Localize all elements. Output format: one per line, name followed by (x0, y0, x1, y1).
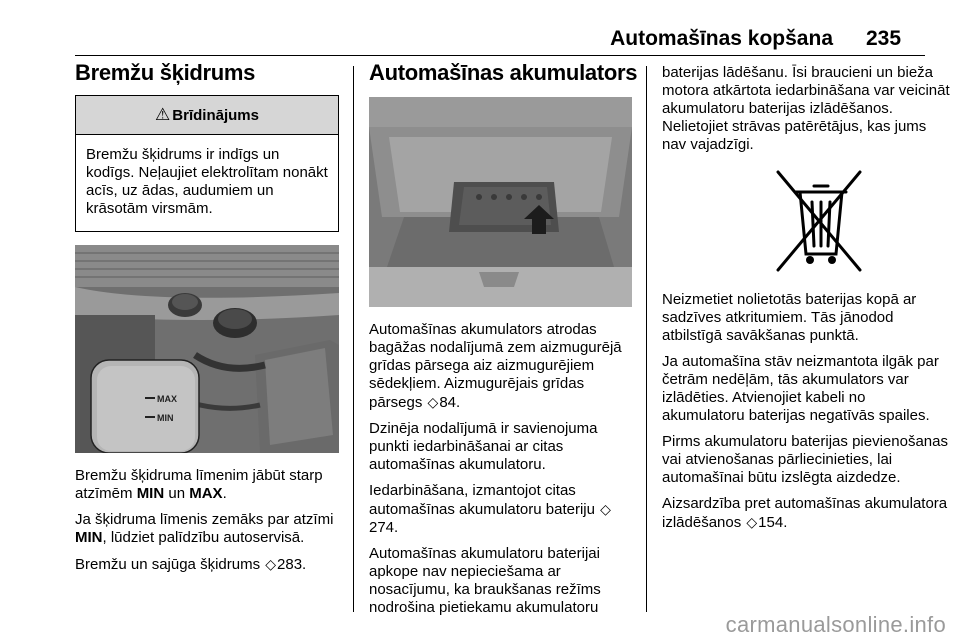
battery-title: Automašīnas akumulators (369, 60, 638, 85)
battery-paragraph-4a: Automašīnas akumulatoru baterijai apkope nav nepieciešama ar nosacījumu, ka braukšanas režīms nodrošina pietiekamu akumulatoru (369, 545, 601, 616)
warning-triangle-icon: ⚠ (155, 105, 171, 124)
page-number: 235 (866, 27, 902, 50)
warning-label: Brīdinājums (172, 106, 259, 124)
reference-link[interactable]: 283. (277, 556, 307, 573)
reference-arrow-icon: ◇ (600, 501, 611, 517)
column-divider (646, 66, 647, 612)
brake-paragraph-2: Ja šķidruma līmenis zemāks par atzīmi MIN, lūdziet palīdzību autoservisā. (75, 511, 334, 546)
recycle-symbol (768, 162, 868, 277)
brake-fluid-reservoir-photo (75, 245, 339, 453)
battery-location-photo (369, 97, 632, 307)
battery-paragraph-1: Automašīnas akumulators atrodas bagāžas nodalījumā zem aizmugurējā grīdas pārsega aiz aizmugurējiem sēdekļiem. Aizmugurējais grīdas pārsegs ◇84. (369, 321, 622, 411)
watermark[interactable]: carmanualsonline.info (725, 612, 946, 637)
reference-link[interactable]: 274. (369, 519, 399, 536)
battery-paragraph-8: Aizsardzība pret automašīnas akumulatora izlādēšanos ◇154. (662, 495, 948, 531)
crossed-bin-icon (768, 162, 868, 277)
column-divider (353, 66, 354, 612)
brake-paragraph-1: Bremžu šķidruma līmenim jābūt starp atzīmēm MIN un MAX. (75, 467, 323, 502)
header-rule (75, 55, 925, 56)
battery-paragraph-5: Neizmetiet nolietotās baterijas kopā ar sadzīves atkritumiem. Tās jānodod atbilstīgā savākšanas punktā. (662, 291, 917, 344)
header-title: Automašīnas kopšana (610, 27, 833, 50)
battery-paragraph-3: Iedarbināšana, izmantojot citas automašīnas akumulatoru bateriju ◇274. (369, 482, 611, 536)
brake-fluid-column (75, 60, 340, 582)
max-mark-label: MAX (157, 394, 177, 404)
reference-arrow-icon: ◇ (427, 394, 439, 410)
reference-link[interactable]: 84. (439, 394, 461, 411)
battery-paragraph-4b: baterijas lādēšanu. Īsi braucieni un bieža motora atkārtota iedarbināšana var veicināt akumulatoru baterijas izlādēšanos. Nelietojiet strāvas patērētājus, kas jums nav vajadzīgi. (662, 64, 950, 153)
brake-paragraph-3: Bremžu un sajūga šķidrums ◇283. (75, 556, 307, 573)
warning-header (76, 96, 338, 135)
reference-arrow-icon: ◇ (265, 556, 277, 572)
brake-fluid-title: Bremžu šķidrums (75, 60, 256, 85)
reference-arrow-icon: ◇ (746, 514, 758, 530)
battery-column (369, 60, 637, 625)
battery-paragraph-7: Pirms akumulatoru baterijas pievienošanas vai atvienošanas pārliecinieties, lai automašīnai būtu izslēgta aizdedze. (662, 433, 948, 486)
battery-paragraph-6: Ja automašīna stāv neizmantota ilgāk par četrām nedēļām, tās akumulators var izlādēties. Atvienojiet kabeli no akumulatoru baterijas negatīvās spailes. (662, 353, 939, 424)
min-mark-label: MIN (157, 413, 174, 423)
battery-continued-column (662, 64, 952, 540)
reference-link[interactable]: 154. (758, 514, 788, 531)
warning-box (75, 95, 339, 232)
battery-paragraph-2: Dzinēja nodalījumā ir savienojuma punkti iedarbināšanai ar citas automašīnas akumulatoru. (369, 420, 598, 473)
warning-text: Bremžu šķidrums ir indīgs un kodīgs. Neļaujiet elektrolītam nonākt acīs, uz ādas, audumiem un krāsotām virsmām. (86, 146, 328, 217)
